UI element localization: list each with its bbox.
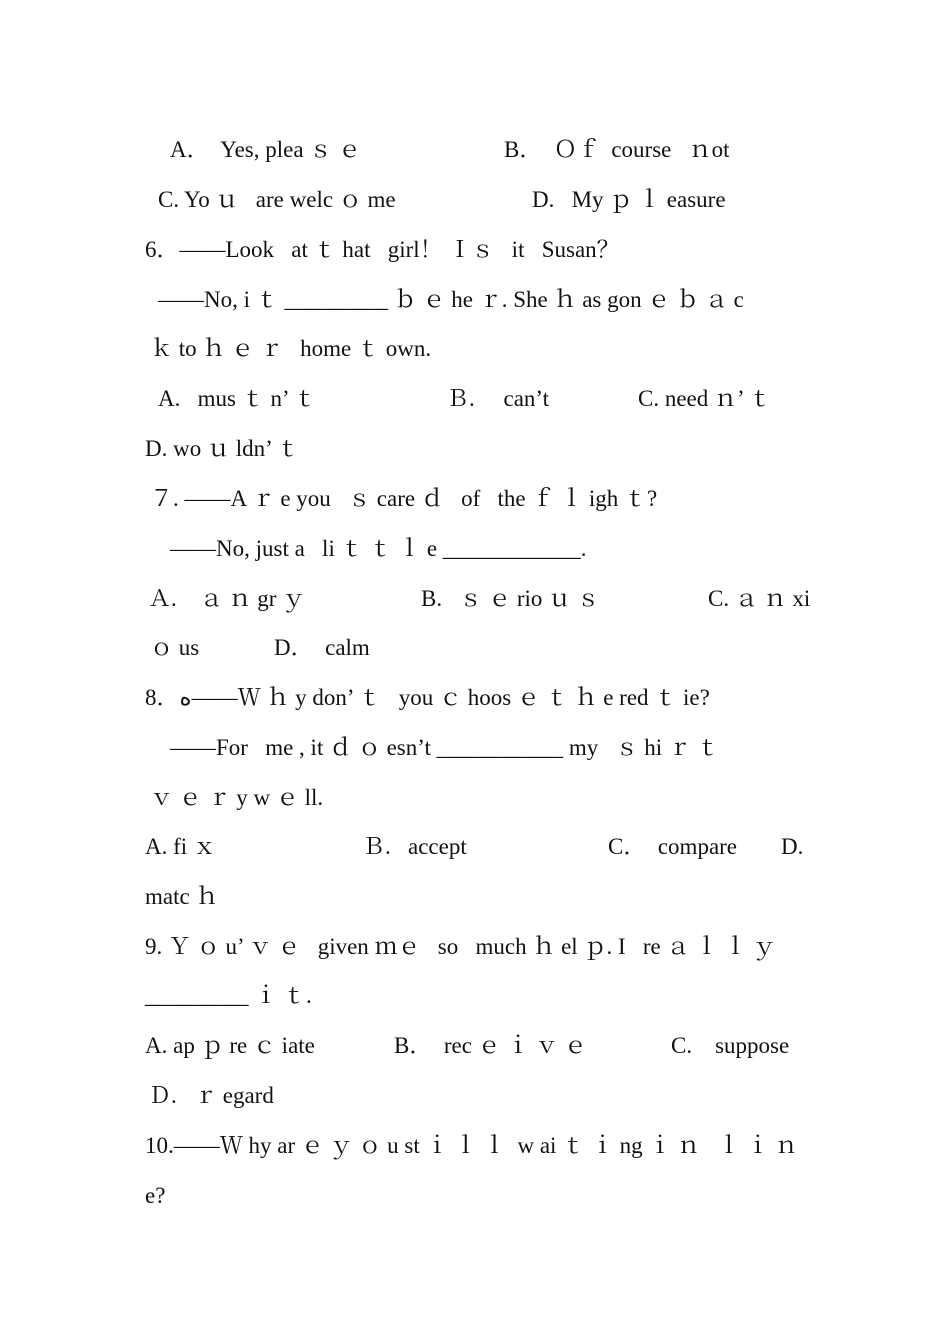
q7-option-b: B. ｓ ｅ rio ｕ ｓ xyxy=(421,586,600,611)
q7-option-a: Ａ. ａ ｎ gr ｙ xyxy=(148,586,306,611)
q8-option-d: D. xyxy=(781,834,804,859)
q6-option-b: Ｂ. can’t xyxy=(446,386,550,411)
q5-option-a: A． Yes, plea ｓ ｅ xyxy=(170,137,362,162)
q9-option-d: Ｄ. ｒ egard xyxy=(148,1083,274,1108)
q5-option-b: B． Ｏｆ course ｎot xyxy=(504,137,730,162)
q10-question-line-2: e? xyxy=(145,1183,166,1208)
q8-question: 8．ﻩ――Ｗ ｈ y don’ ｔ you ｃ hoos ｅ ｔ ｈ e red ｔ ie? xyxy=(145,685,710,710)
q6-option-a: A. mus ｔ n’ ｔ xyxy=(158,386,317,411)
q9-question-line-2: _________ ｉ ｔ. xyxy=(145,983,312,1008)
q10-question-line-1: 10.――Ｗ hy ar ｅ ｙ ｏ u st ｉ ｌ ｌ w ai ｔ ｉ ng ｉ ｎ ｌ ｉ ｎ xyxy=(145,1133,798,1158)
q7-option-c: C. ａ ｎ xi xyxy=(708,586,811,611)
q9-option-c: C. suppose xyxy=(671,1033,790,1058)
q6-option-d: D. wo ｕ ldn’ ｔ xyxy=(145,436,300,461)
q6-option-c: C. need ｎ’ ｔ xyxy=(638,386,772,411)
q9-question-line-1: 9. Ｙ ｏ u’ ｖ ｅ given ｍｅ so much ｈ el ｐ. I re ａ ｌ ｌ ｙ xyxy=(145,934,776,959)
q6-question: 6．――Look at ｔ hat girl！ Ｉｓ it Susan？ xyxy=(145,237,620,262)
q8-answer-line-1: ――For me , it ｄ ｏ esn’t ___________ my ｓ hi ｒ ｔ xyxy=(170,735,720,760)
q8-option-b: Ｂ. accept xyxy=(362,834,467,859)
q7-option-c-cont: ｏ us xyxy=(150,635,200,660)
q6-answer-line-2: ｋ to ｈ ｅ ｒ home ｔ own. xyxy=(150,336,432,361)
q9-option-b: B． rec ｅ ｉ ｖ ｅ xyxy=(394,1033,587,1058)
q5-option-c: C. Yo ｕ are welc ｏ me xyxy=(158,187,396,212)
q8-option-c: C． compare xyxy=(608,834,738,859)
q7-question: ７. ――A ｒ e you ｓ care ｄ of the ｆ ｌ igh ｔ? xyxy=(150,486,658,511)
q5-option-d: D. My ｐ ｌ easure xyxy=(532,187,726,212)
q8-answer-line-2: ｖ ｅ ｒ y w ｅ ll. xyxy=(150,785,324,810)
q8-option-d-cont: matc ｈ xyxy=(145,884,219,909)
q7-option-d: D． calm xyxy=(274,635,370,660)
q7-answer: ――No, just a li ｔ ｔ ｌ e ____________. xyxy=(170,536,587,561)
q9-option-a: A. ap ｐ re ｃ iate xyxy=(145,1033,315,1058)
q6-answer-line-1: ――No, i ｔ _________ ｂ ｅ he ｒ. She ｈ as gon ｅ ｂ ａ c xyxy=(158,287,744,312)
q8-option-a: A. fi ｘ xyxy=(145,834,216,859)
